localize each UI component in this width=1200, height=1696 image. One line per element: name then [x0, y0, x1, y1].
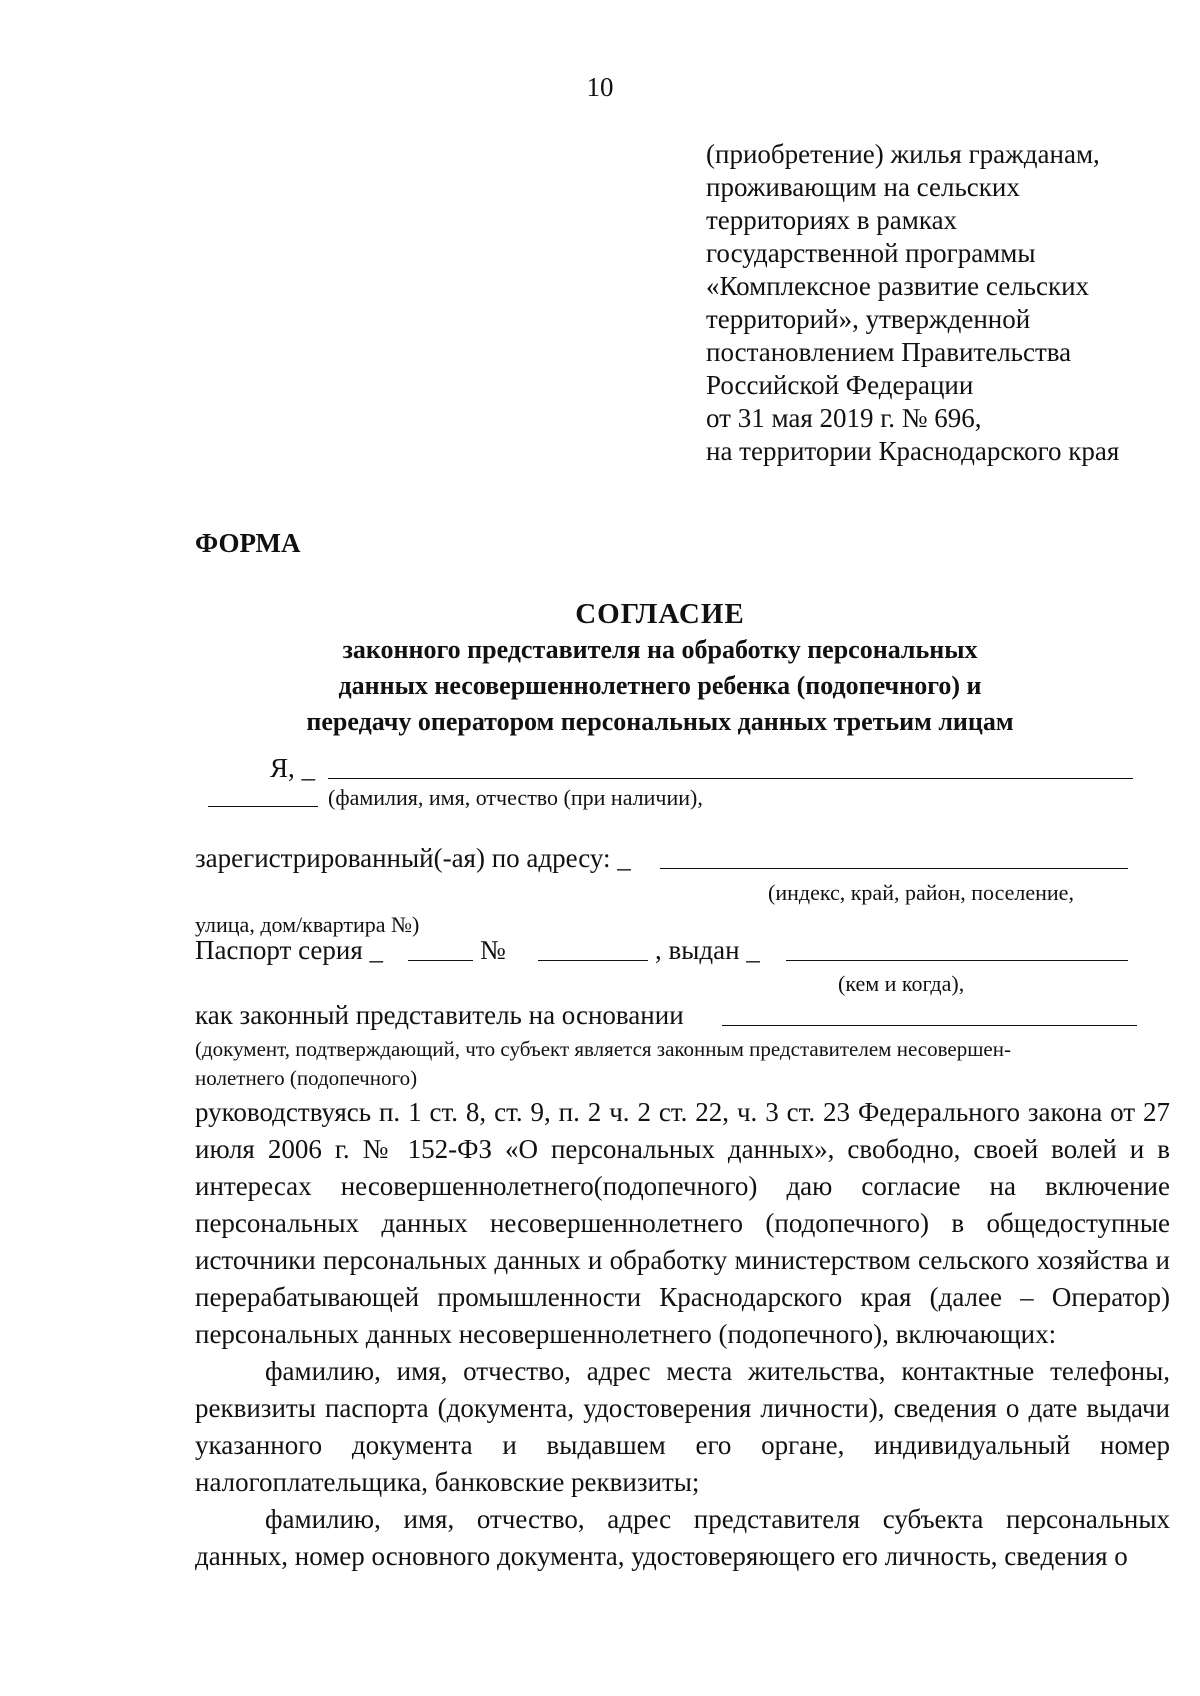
header-line: государственной программы: [706, 238, 1036, 268]
header-line: на территории Краснодарского края: [706, 436, 1120, 466]
basis-hint: нолетнего (подопечного): [195, 1066, 418, 1090]
basis-label: как законный представитель на основании: [195, 1000, 684, 1030]
fio-field-line[interactable]: [328, 778, 1133, 779]
address-label: зарегистрированный(-ая) по адресу: _: [195, 843, 631, 873]
header-line: Российской Федерации: [706, 370, 974, 400]
approval-header: [706, 138, 1119, 468]
header-line: территорий», утвержденной: [706, 304, 1031, 334]
basis-hint: (документ, подтверждающий, что субъект является законным представителем несовершен-: [195, 1037, 1011, 1061]
basis-field-line[interactable]: [722, 1025, 1137, 1026]
title-sub-line: законного представителя на обработку персональных: [342, 635, 978, 664]
address-field-line[interactable]: [660, 868, 1128, 869]
passport-series-label: Паспорт серия _: [195, 935, 384, 965]
forma-label: ФОРМА: [195, 528, 301, 558]
header-line: территориях в рамках: [706, 205, 958, 235]
header-line: от 31 мая 2019 г. № 696,: [706, 403, 982, 433]
issued-field-line[interactable]: [786, 960, 1128, 961]
header-line: проживающим на сельских: [706, 172, 1020, 202]
title-sub-line: данных несовершеннолетнего ребенка (подопечного) и: [338, 671, 982, 700]
consent-body: [195, 1094, 1170, 1575]
ya-label: Я, _: [270, 753, 316, 783]
fio-hint: (фамилия, имя, отчество (при наличии),: [328, 785, 703, 810]
fio-field-line-continued[interactable]: [208, 806, 318, 807]
passport-series-field[interactable]: [408, 960, 473, 961]
body-paragraph: фамилию, имя, отчество, адрес представителя субъекта персональных данных, номер основного документа, удостоверяющего его личность, сведения о: [195, 1504, 1170, 1571]
issued-label: , выдан _: [655, 935, 760, 965]
body-paragraph: руководствуясь п. 1 ст. 8, ст. 9, п. 2 ч. 2 ст. 22, ч. 3 ст. 23 Федерального закона от 27 июля 2006 г. № 152-ФЗ «О персональных данных», свободно, своей волей и в интересах несовершеннолетнего(подопечного) даю согласие на включение персональных данных несовершеннолетнего (подопечного) в общедоступные источники персональных данных и обработку министерством сельского хозяйства и перерабатывающей промышленности Краснодарского края (далее – Оператор) персональных данных несовершеннолетнего (подопечного), включающих:: [195, 1097, 1170, 1349]
passport-number-field[interactable]: [538, 960, 648, 961]
title-sub-line: передачу оператором персональных данных третьим лицам: [306, 707, 1014, 736]
passport-number-label: №: [480, 935, 506, 965]
address-hint: (индекс, край, район, поселение,: [768, 880, 1074, 905]
address-hint: улица, дом/квартира №): [195, 912, 420, 937]
body-paragraph: фамилию, имя, отчество, адрес места жительства, контактные телефоны, реквизиты паспорта (документа, удостоверения личности), сведения о дате выдачи указанного документа и выдавшем его органе, индивидуальный номер налогоплательщика, банковские реквизиты;: [195, 1356, 1170, 1497]
header-line: «Комплексное развитие сельских: [706, 271, 1090, 301]
page-number: 10: [586, 72, 614, 102]
header-line: постановлением Правительства: [706, 337, 1072, 367]
header-line: (приобретение) жилья гражданам,: [706, 139, 1100, 169]
title-main: СОГЛАСИЕ: [575, 598, 745, 630]
issued-hint: (кем и когда),: [838, 971, 965, 996]
document-title: [190, 596, 1130, 740]
